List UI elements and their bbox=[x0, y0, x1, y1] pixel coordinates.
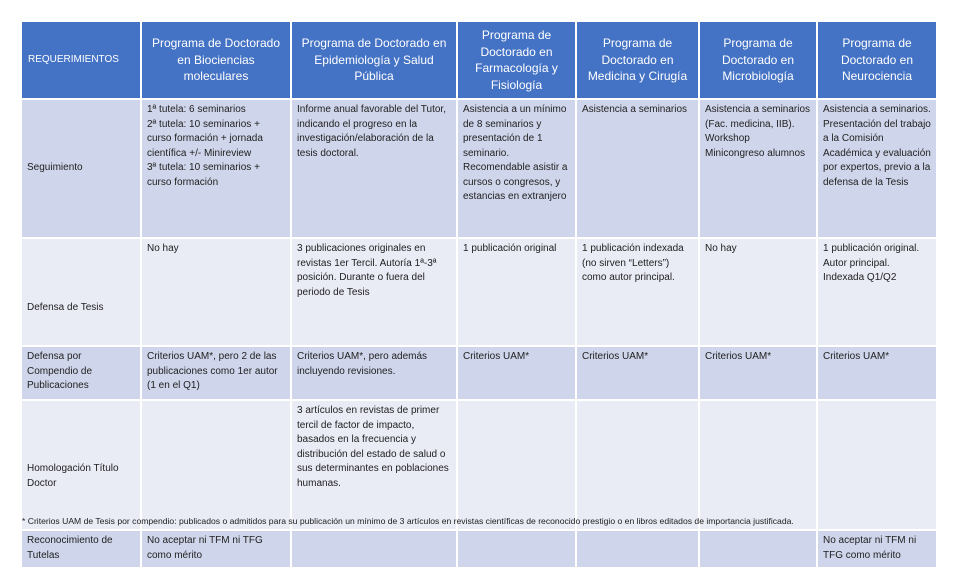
table-cell: Criterios UAM*, pero 2 de las publicaciones como 1er autor (1 en el Q1) bbox=[141, 346, 291, 400]
requirements-table bbox=[20, 20, 938, 569]
table-cell bbox=[457, 530, 576, 568]
table-cell: Criterios UAM*, pero además incluyendo revisiones. bbox=[291, 346, 457, 400]
header-farmacologia: Programa de Doctorado en Farmacología y Fisiología bbox=[457, 21, 576, 99]
row-label: Defensa de Tesis bbox=[21, 238, 141, 346]
footnote: * Criterios UAM de Tesis por compendio: publicados o admitidos para su publicación un mínimo de 3 artículos en revistas científicas de reconocido prestigio o en libros editados de importancia justificada. bbox=[22, 516, 794, 526]
header-microbiologia: Programa de Doctorado en Microbiología bbox=[699, 21, 817, 99]
table-row-tutelas bbox=[21, 530, 937, 568]
table-cell: Criterios UAM* bbox=[699, 346, 817, 400]
header-requerimientos: REQUERIMIENTOS bbox=[21, 21, 141, 99]
table-row-defensa-tesis bbox=[21, 238, 937, 346]
table-cell: Asistencia a seminarios. Presentación del trabajo a la Comisión Académica y evaluación por expertos, previo a la defensa de la Tesis bbox=[817, 99, 937, 238]
table-cell bbox=[141, 400, 291, 530]
row-label: Defensa por Compendio de Publicaciones bbox=[21, 346, 141, 400]
table-row-homologacion bbox=[21, 400, 937, 530]
table-cell bbox=[817, 400, 937, 530]
table-cell: Informe anual favorable del Tutor, indicando el progreso en la investigación/elaboración de la tesis doctoral. bbox=[291, 99, 457, 238]
table-header-row bbox=[21, 21, 937, 99]
table-cell: 1ª tutela: 6 seminarios 2ª tutela: 10 seminarios + curso formación + jornada científica +/- Minireview 3ª tutela: 10 seminarios + curso formación bbox=[141, 99, 291, 238]
table-cell bbox=[457, 400, 576, 530]
table-cell: 1 publicación original. Autor principal. Indexada Q1/Q2 bbox=[817, 238, 937, 346]
table-cell bbox=[291, 530, 457, 568]
header-neurociencia: Programa de Doctorado en Neurociencia bbox=[817, 21, 937, 99]
row-label: Homologación Título Doctor bbox=[21, 400, 141, 530]
table-cell: Criterios UAM* bbox=[576, 346, 699, 400]
table-cell: No aceptar ni TFM ni TFG como mérito bbox=[141, 530, 291, 568]
table-cell: No hay bbox=[699, 238, 817, 346]
table-cell: 3 artículos en revistas de primer tercil de factor de impacto, basados en la frecuencia y distribución del estado de salud o sus determinantes en poblaciones humanas. bbox=[291, 400, 457, 530]
header-medicina: Programa de Doctorado en Medicina y Cirugía bbox=[576, 21, 699, 99]
table-cell: Asistencia a seminarios (Fac. medicina, IIB). Workshop Minicongreso alumnos bbox=[699, 99, 817, 238]
table-cell bbox=[699, 400, 817, 530]
requirements-table-container bbox=[20, 20, 936, 569]
table-cell: Criterios UAM* bbox=[817, 346, 937, 400]
table-cell: Asistencia a un mínimo de 8 seminarios y presentación de 1 seminario. Recomendable asistir a cursos o congresos, y estancias en extranjero bbox=[457, 99, 576, 238]
table-cell: 1 publicación original bbox=[457, 238, 576, 346]
table-cell: No hay bbox=[141, 238, 291, 346]
table-cell: Criterios UAM* bbox=[457, 346, 576, 400]
table-cell: Asistencia a seminarios bbox=[576, 99, 699, 238]
table-cell bbox=[576, 530, 699, 568]
table-cell bbox=[699, 530, 817, 568]
table-row-compendio bbox=[21, 346, 937, 400]
row-label: Seguimiento bbox=[21, 99, 141, 238]
table-cell: No aceptar ni TFM ni TFG como mérito bbox=[817, 530, 937, 568]
table-cell bbox=[576, 400, 699, 530]
table-row-seguimiento bbox=[21, 99, 937, 238]
header-epidemiologia: Programa de Doctorado en Epidemiología y Salud Pública bbox=[291, 21, 457, 99]
table-cell: 3 publicaciones originales en revistas 1er Tercil. Autoría 1ª-3ª posición. Durante o fuera del periodo de Tesis bbox=[291, 238, 457, 346]
header-biociencias: Programa de Doctorado en Biociencias moleculares bbox=[141, 21, 291, 99]
table-cell: 1 publicación indexada (no sirven “Letters”) como autor principal. bbox=[576, 238, 699, 346]
row-label: Reconocimiento de Tutelas bbox=[21, 530, 141, 568]
